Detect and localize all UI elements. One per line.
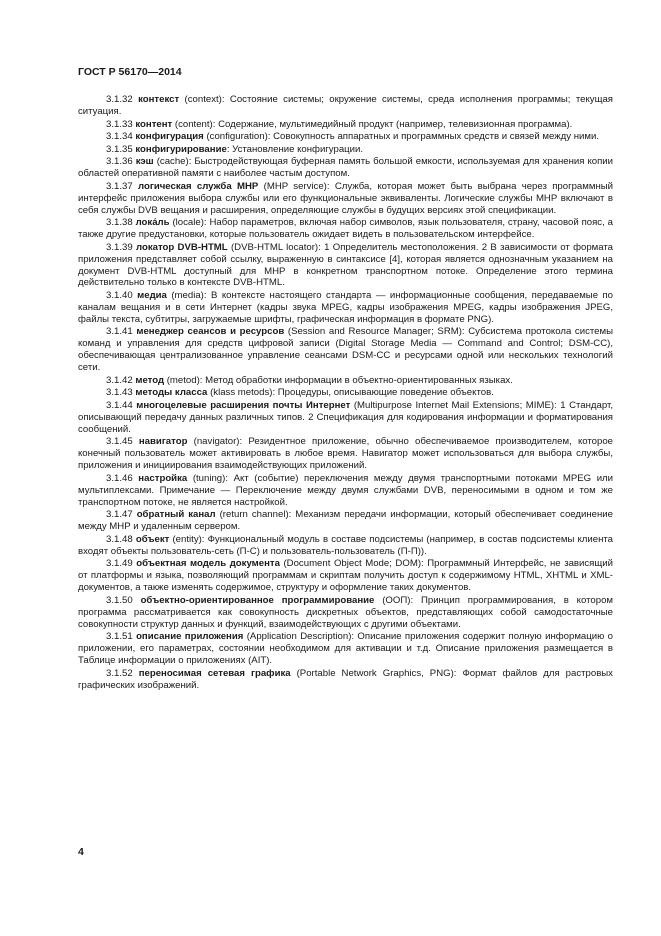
definition-number: 3.1.43: [106, 387, 133, 399]
definition-3-1-49: [78, 558, 613, 594]
definition-body: : Установление конфигурации.: [226, 143, 364, 155]
definition-term: конфигурация: [135, 131, 204, 143]
definition-3-1-43: [78, 387, 613, 399]
definition-term: методы класса: [135, 387, 208, 399]
definition-3-1-42: [78, 375, 613, 387]
definition-term: объект: [135, 533, 170, 545]
definition-number: 3.1.45: [106, 436, 133, 448]
definition-3-1-47: [78, 509, 613, 533]
definition-3-1-52: [78, 668, 613, 692]
definition-number: 3.1.49: [106, 558, 133, 570]
definition-3-1-40: [78, 290, 613, 326]
definition-3-1-38: [78, 217, 613, 241]
definition-term: контекст: [138, 94, 180, 105]
definition-body: (klass metods): Процедуры, описывающие поведение объектов.: [207, 387, 494, 399]
definition-number: 3.1.34: [106, 131, 133, 143]
definition-term: медиа: [137, 290, 167, 301]
definition-3-1-37: [78, 181, 613, 217]
definition-body: (content): Содержание, мультимедийный продукт (например, телевизионная программа).: [172, 118, 573, 130]
definition-body: (DVB-HTML locator): 1 Определитель местоположения. 2 В зависимости от формата приложения представляет собой ссылку, выраженную в синтаксисе [4], которая является однозначным указанием на документ DVB-HTML доступный для МНР в конкретном транспортном потоке. Определение этого термина действительно только в контексте DVB-HTML.: [78, 241, 613, 289]
definition-term: контент: [135, 118, 173, 130]
definition-3-1-33: [78, 119, 613, 131]
definition-term: объектно-ориентированное программирование: [140, 594, 375, 606]
definition-3-1-41: [78, 326, 613, 374]
definition-number: 3.1.35: [106, 143, 133, 155]
definition-body: (Portable Network Graphics, PNG): Формат файлов для растровых графических изображений.: [78, 667, 613, 691]
definition-3-1-39: [78, 242, 613, 290]
document-header: ГОСТ Р 56170—2014: [78, 66, 182, 78]
definition-body: (Session and Resource Manager; SRM): Субсистема протокола системы команд и управления для средств цифровой записи (Digital Storage Media — Command and Control; DSM-CC), обеспечивающая централизованное управление сеансами DSM-CC и ресурсами одной или нескольких технологий сети.: [78, 326, 614, 374]
definition-3-1-48: [78, 534, 613, 558]
definition-3-1-32: [78, 94, 613, 118]
definition-body: (return channel): Механизм передачи информации, который обеспечивает соединение между МНР и удаленным сервером.: [78, 509, 613, 533]
definition-number: 3.1.37: [106, 180, 133, 192]
definition-term: многоцелевые расширения почты Интернет: [136, 399, 351, 411]
definition-body: (Multipurpose Internet Mail Extensions; MIME): 1 Стандарт, описывающий передачу данных различных типов. 2 Спецификация для кодирования информации и форматирования сообщений.: [78, 399, 613, 435]
definition-term: конфигурирование: [135, 143, 227, 155]
definition-term: лока́ль: [135, 217, 170, 229]
definition-term: логическая служба МНР: [138, 180, 259, 192]
definition-number: 3.1.33: [106, 118, 133, 130]
definition-term: переносимая сетевая графика: [138, 667, 291, 679]
definition-body: (metod): Метод обработки информации в объектно-ориентированных языках.: [164, 374, 513, 386]
definition-term: менеджер сеансов и ресурсов: [136, 326, 285, 338]
definition-body: (MHP service): Служба, которая может быть выбрана через программный интерфейс приложения выбора службы или его функциональные эквиваленты. Логические службы МНР включают в себя службы DVB вещания и расширения, определяющие службы в будущих версиях этой спецификации.: [78, 180, 613, 216]
definition-term: кэш: [135, 156, 154, 168]
definition-body: (Document Object Mode; DOM): Программный Интерфейс, не зависящий от платформы и языка, позволяющий программам и скриптам получить доступ к содержимому HTML, XHTML и XML-документов, а также изменять содержимое, структуру и оформление таких документов.: [78, 558, 613, 594]
definition-term: настройка: [138, 472, 188, 484]
definition-term: обратный канал: [136, 509, 216, 521]
definition-number: 3.1.36: [106, 156, 133, 168]
definition-number: 3.1.40: [106, 290, 133, 301]
definition-number: 3.1.32: [106, 94, 133, 105]
page-number: 4: [78, 846, 84, 858]
definition-body: (ООП): Принцип программирования, в котором программа рассматривается как совокупность дискретных объектов, представляющих собой самодостаточные совокупности структур данных и функций, взаимодействующих с другими объектами.: [78, 594, 614, 630]
definition-number: 3.1.44: [106, 399, 133, 411]
definition-number: 3.1.48: [106, 533, 133, 545]
definition-number: 3.1.38: [106, 217, 133, 229]
definition-3-1-50: [78, 595, 613, 631]
definition-body: (context): Состояние системы; окружение системы, среда исполнения программы; текущая ситуация.: [78, 94, 614, 117]
definition-body: (entity): Функциональный модуль в составе подсистемы (например, в состав подсистемы клиента входят объекты пользователь-сеть (П-С) и пользователь-пользователь (П-П)).: [78, 533, 614, 557]
definition-number: 3.1.41: [106, 326, 133, 338]
definition-term: навигатор: [138, 436, 188, 448]
definition-number: 3.1.46: [106, 472, 133, 484]
definition-body: (tuning): Акт (событие) переключения между двумя транспортными потоками MPEG или мультиплексами. Примечание — Переключение между двумя службами DVB, переносимыми в одном и том же транспортном потоке, не является настройкой.: [78, 472, 614, 508]
definition-3-1-46: [78, 473, 613, 509]
definition-term: локатор DVB-HTML: [136, 241, 228, 253]
definition-body: (Application Description): Описание приложения содержит полную информацию о приложении, его параметрах, состоянии необходимом для активации и т.д. Описание приложения размещается в Таблице информации о приложениях (AIT).: [78, 631, 614, 667]
definition-body: (locale): Набор параметров, включая набор символов, язык пользователя, страну, часовой пояс, а также другие предустановки, которые пользователь ожидает видеть в пользовательском интерфейсе.: [78, 217, 613, 241]
definition-3-1-51: [78, 631, 613, 667]
definition-number: 3.1.52: [106, 667, 133, 679]
definition-number: 3.1.51: [106, 631, 133, 643]
definition-number: 3.1.39: [106, 241, 133, 253]
definition-body: (cache): Быстродействующая буферная память большой емкости, используемая для хранения копии областей оперативной памяти с наиболее частым доступом.: [78, 156, 613, 180]
definition-3-1-34: [78, 131, 613, 143]
definition-body: (configuration): Совокупность аппаратных и программных средств и связей между ними.: [203, 131, 599, 143]
definition-term: метод: [135, 374, 165, 386]
definitions-list: [78, 94, 613, 692]
definition-3-1-44: [78, 400, 613, 436]
definition-3-1-36: [78, 156, 613, 180]
definition-body: (navigator): Резидентное приложение, обычно обеспечиваемое производителем, которое конечный пользователь может активировать в любое время. Навигатор может использоваться для выбора службы, приложения и инициирования взаимодействующих приложений.: [78, 436, 613, 472]
definition-3-1-35: [78, 144, 613, 156]
definition-number: 3.1.42: [106, 374, 133, 386]
definition-3-1-45: [78, 436, 613, 472]
definition-number: 3.1.50: [106, 594, 133, 606]
definition-number: 3.1.47: [106, 509, 133, 521]
definition-body: (media): В контексте настоящего стандарта — информационные сообщения, передаваемые по каналам вещания и в сети Интернет (кадры звука MPEG, кадры изображения MPEG, кадры изображения JPEG, файлы текста, субтитры, загружаемые шрифты, графическая информация в формате PNG).: [78, 290, 614, 325]
definition-term: описание приложения: [136, 631, 244, 643]
definition-term: объектная модель документа: [136, 558, 280, 570]
